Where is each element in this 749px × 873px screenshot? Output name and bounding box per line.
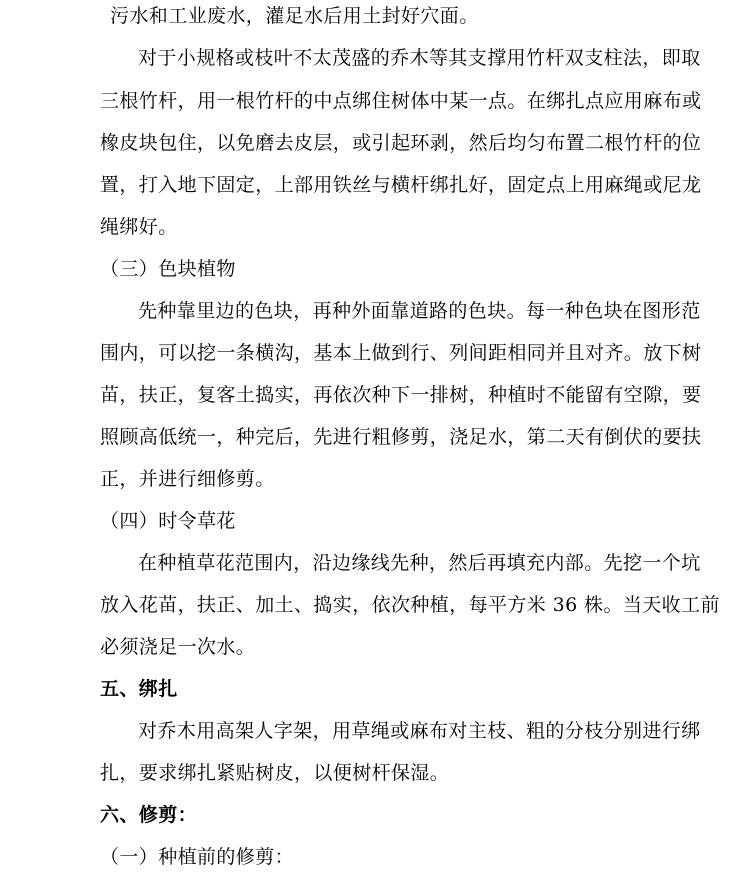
- paragraph-line: 污水和工业废水，灌足水后用土封好穴面。: [110, 5, 479, 27]
- section-heading: （四）时令草花: [100, 510, 236, 532]
- section-heading: （三）色块植物: [100, 258, 236, 280]
- paragraph-line: 橡皮块包住，以免磨去皮层，或引起环剥，然后均匀布置二根竹杆的位: [100, 132, 702, 154]
- paragraph-line: 苗，扶正，复客土捣实，再依次种下一排树，种植时不能留有空隙，要: [100, 384, 702, 406]
- paragraph-line: 三根竹杆，用一根竹杆的中点绑住树体中某一点。在绑扎点应用麻布或: [100, 90, 702, 112]
- paragraph-line: 照顾高低统一，种完后，先进行粗修剪，浇足水，第二天有倒伏的要扶: [100, 426, 702, 448]
- paragraph-line: 放入花苗，扶正、加土、捣实，依次种植，每平方米 36 株。当天收工前: [100, 594, 720, 616]
- paragraph-line: 必须浇足一次水。: [100, 636, 256, 658]
- chapter-heading: 五、绑扎: [100, 678, 178, 700]
- section-heading: （一）种植前的修剪：: [100, 846, 295, 868]
- paragraph-line: 在种植草花范围内，沿边缘线先种，然后再填充内部。先挖一个坑: [138, 552, 701, 574]
- paragraph-line: 对于小规格或枝叶不太茂盛的乔木等其支撑用竹杆双支柱法，即取: [138, 47, 701, 69]
- paragraph-line: 围内，可以挖一条横沟，基本上做到行、列间距相同并且对齐。放下树: [100, 342, 702, 364]
- chapter-heading: 六、修剪：: [100, 804, 198, 826]
- paragraph-line: 置，打入地下固定，上部用铁丝与横杆绑扎好，固定点上用麻绳或尼龙: [100, 174, 702, 196]
- paragraph-line: 绳绑好。: [100, 216, 178, 238]
- paragraph-line: 先种靠里边的色块，再种外面靠道路的色块。每一种色块在图形范: [138, 300, 701, 322]
- paragraph-line: 扎，要求绑扎紧贴树皮，以便树杆保湿。: [100, 762, 450, 784]
- paragraph-line: 正，并进行细修剪。: [100, 468, 275, 490]
- paragraph-line: 对乔木用高架人字架，用草绳或麻布对主枝、粗的分枝分别进行绑: [138, 720, 701, 742]
